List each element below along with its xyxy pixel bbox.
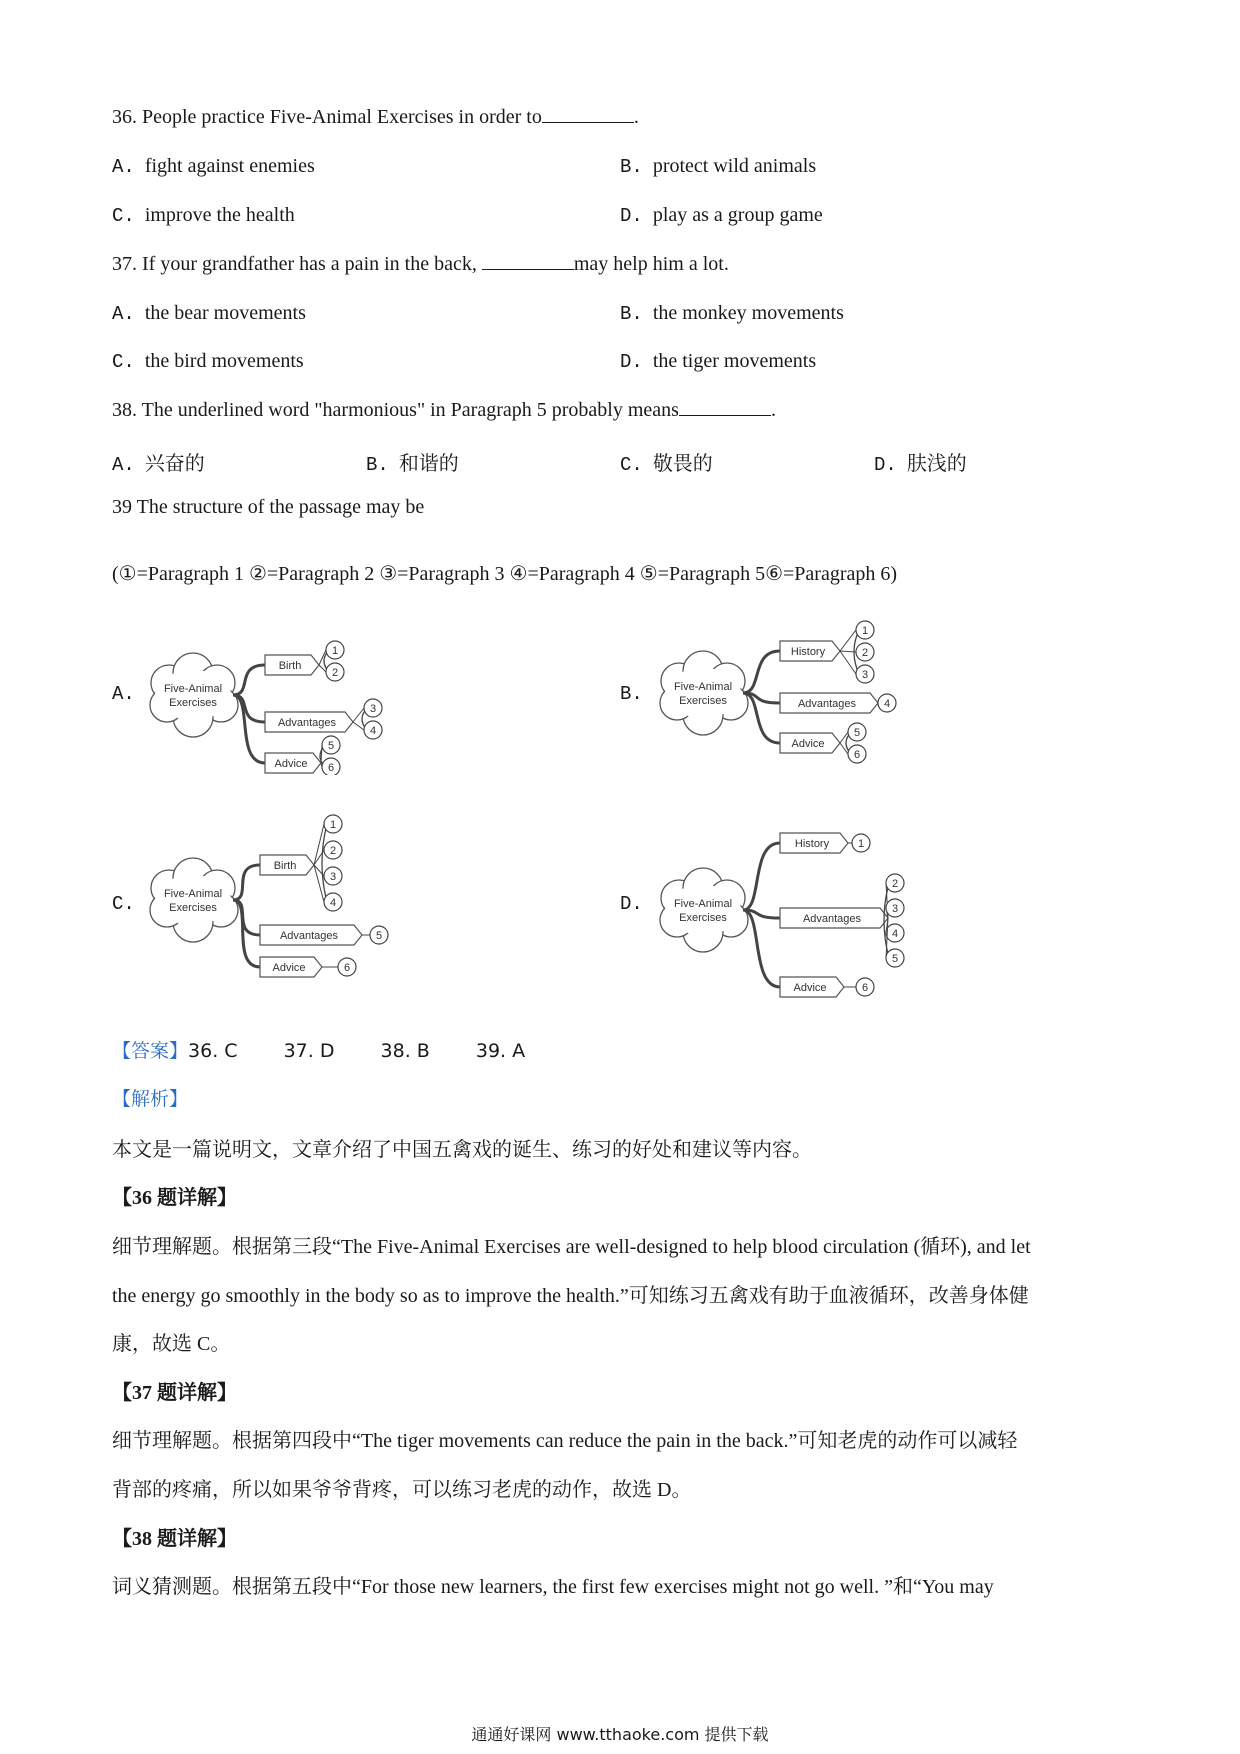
q36-stem bbox=[112, 106, 639, 129]
paragraph-number: 2 bbox=[861, 647, 869, 659]
branch-label: Birth bbox=[278, 660, 302, 672]
q37-option-c[interactable] bbox=[112, 350, 304, 373]
paragraph-number: 4 bbox=[891, 928, 899, 940]
center-label: Five-Animal bbox=[673, 898, 733, 910]
paragraph-number: 6 bbox=[861, 982, 869, 994]
center-cloud bbox=[660, 651, 748, 735]
option-text: improve the health bbox=[144, 204, 295, 226]
q37-option-d[interactable] bbox=[620, 350, 816, 373]
option-label: D. bbox=[620, 351, 643, 373]
q37-option-a[interactable] bbox=[112, 302, 306, 325]
q36-option-d[interactable] bbox=[620, 204, 823, 227]
answer-item: 37. D bbox=[283, 1040, 335, 1062]
answer-item: 39. A bbox=[475, 1040, 526, 1062]
answer-tag: 【答案】 bbox=[112, 1040, 189, 1062]
q36-option-b[interactable] bbox=[620, 155, 816, 178]
q36-option-a[interactable] bbox=[112, 155, 315, 178]
option-text: fight against enemies bbox=[144, 155, 315, 177]
q36-stem-text: 36. People practice Five-Animal Exercises in order to bbox=[112, 106, 542, 128]
center-label: Exercises bbox=[169, 697, 217, 709]
branch-advice bbox=[233, 695, 340, 775]
q38-option-d[interactable] bbox=[874, 447, 967, 476]
detail-37-line: 细节理解题。根据第四段中“The tiger movements can reduce the pain in the back.”可知老虎的动作可以减轻 bbox=[112, 1430, 1018, 1452]
q36-stem-end: . bbox=[633, 106, 639, 128]
detail-37-title: 【37 题详解】 bbox=[112, 1382, 237, 1404]
branch-advantages bbox=[743, 693, 896, 713]
option-label: C. bbox=[620, 454, 643, 476]
q37-stem-a: 37. If your grandfather has a pain in the back, bbox=[112, 253, 477, 275]
q38-stem-text: 38. The underlined word "harmonious" in Paragraph 5 probably means bbox=[112, 399, 679, 421]
q39-option-c-label[interactable]: C. bbox=[112, 893, 135, 915]
detail-37-line: 背部的疼痛，所以如果爷爷背疼，可以练习老虎的动作，故选 D。 bbox=[112, 1479, 692, 1501]
q37-stem bbox=[112, 253, 729, 276]
option-text: the bird movements bbox=[144, 350, 304, 372]
option-label: B. bbox=[366, 454, 389, 476]
option-text: 敬畏的 bbox=[652, 453, 713, 475]
branch-label: Advice bbox=[793, 982, 827, 994]
detail-38-line: 词义猜测题。根据第五段中“For those new learners, the first few exercises might not go well. ”和“You may bbox=[112, 1576, 994, 1598]
q38-blank bbox=[679, 399, 771, 416]
branch-label: Advantages bbox=[279, 930, 339, 942]
branch-advantages bbox=[743, 874, 904, 967]
option-label: B. bbox=[620, 156, 643, 178]
branch-birth bbox=[233, 641, 344, 695]
paragraph-number: 2 bbox=[891, 878, 899, 890]
detail-38-title: 【38 题详解】 bbox=[112, 1528, 237, 1550]
paragraph-number: 5 bbox=[327, 740, 335, 752]
branch-label: Advantages bbox=[797, 698, 857, 710]
branch-label: Advantages bbox=[802, 913, 862, 925]
option-text: the tiger movements bbox=[652, 350, 817, 372]
option-label: D. bbox=[874, 454, 897, 476]
option-text: the bear movements bbox=[144, 302, 306, 324]
q39-option-d-label[interactable]: D. bbox=[620, 893, 643, 915]
option-text: 兴奋的 bbox=[144, 453, 205, 475]
q39-legend: (①=Paragraph 1 ②=Paragraph 2 ③=Paragraph 3 ④=Paragraph 4 ⑤=Paragraph 5⑥=Paragraph 6) bbox=[112, 563, 898, 585]
paragraph-number: 3 bbox=[369, 703, 377, 715]
branch-advantages bbox=[233, 695, 382, 739]
paragraph-number: 3 bbox=[891, 903, 899, 915]
branch-label: Advice bbox=[791, 738, 825, 750]
branch-label: Advantages bbox=[277, 717, 337, 729]
diagram-c[interactable] bbox=[145, 810, 405, 990]
branch-history bbox=[743, 621, 874, 693]
paragraph-number: 3 bbox=[861, 669, 869, 681]
paragraph-number: 6 bbox=[853, 749, 861, 761]
center-label: Five-Animal bbox=[163, 888, 223, 900]
analysis-tag: 【解析】 bbox=[112, 1088, 189, 1110]
branch-label: Birth bbox=[273, 860, 297, 872]
paragraph-number: 4 bbox=[369, 725, 377, 737]
answer-item: 38. B bbox=[380, 1040, 430, 1062]
option-label: C. bbox=[112, 205, 135, 227]
option-label: C. bbox=[112, 351, 135, 373]
paragraph-number: 4 bbox=[329, 897, 337, 909]
paragraph-number: 4 bbox=[883, 698, 891, 710]
branch-label: History bbox=[794, 838, 830, 850]
q38-stem-end: . bbox=[770, 399, 776, 421]
center-label: Exercises bbox=[679, 695, 727, 707]
option-label: B. bbox=[620, 303, 643, 325]
q39-option-a-label[interactable]: A. bbox=[112, 683, 135, 705]
detail-36-title: 【36 题详解】 bbox=[112, 1187, 237, 1209]
footer-watermark: 通通好课网 www.tthaoke.com 提供下载 bbox=[471, 1725, 769, 1744]
diagram-b[interactable] bbox=[655, 615, 925, 775]
q38-option-b[interactable] bbox=[366, 447, 459, 476]
q37-blank bbox=[482, 253, 574, 270]
paragraph-number: 2 bbox=[329, 845, 337, 857]
answer-line bbox=[112, 1036, 525, 1063]
option-text: play as a group game bbox=[652, 204, 823, 226]
option-label: A. bbox=[112, 156, 135, 178]
detail-36-line: 康，故选 C。 bbox=[112, 1333, 231, 1355]
branch-label: History bbox=[790, 646, 826, 658]
paragraph-number: 3 bbox=[329, 871, 337, 883]
q36-blank bbox=[542, 106, 634, 123]
center-label: Exercises bbox=[679, 912, 727, 924]
branch-birth bbox=[233, 815, 342, 911]
branch-history bbox=[743, 833, 870, 910]
q36-option-c[interactable] bbox=[112, 204, 295, 227]
branch-advantages bbox=[233, 900, 388, 945]
paragraph-number: 1 bbox=[857, 838, 865, 850]
paragraph-number: 1 bbox=[861, 625, 869, 637]
option-label: A. bbox=[112, 454, 135, 476]
detail-36-line: 细节理解题。根据第三段“The Five-Animal Exercises are well-designed to help blood circulation (循环), and let bbox=[112, 1236, 1031, 1258]
paragraph-number: 5 bbox=[891, 953, 899, 965]
q38-stem bbox=[112, 399, 776, 422]
q39-option-b-label[interactable]: B. bbox=[620, 683, 643, 705]
paragraph-number: 1 bbox=[331, 645, 339, 657]
option-text: protect wild animals bbox=[652, 155, 817, 177]
paragraph-number: 5 bbox=[375, 930, 383, 942]
branch-label: Advice bbox=[274, 758, 308, 770]
center-cloud bbox=[150, 653, 238, 737]
q37-stem-b: may help him a lot. bbox=[573, 253, 729, 275]
diagram-d[interactable] bbox=[655, 815, 925, 1005]
detail-36-line: the energy go smoothly in the body so as to improve the health.”可知练习五禽戏有助于血液循环，改善身体健 bbox=[112, 1285, 1029, 1307]
paragraph-number: 1 bbox=[329, 819, 337, 831]
branch-label: Advice bbox=[272, 962, 306, 974]
paragraph-number: 6 bbox=[327, 762, 335, 774]
option-text: 肤浅的 bbox=[906, 453, 967, 475]
answer-item: 36. C bbox=[188, 1040, 238, 1062]
center-label: Five-Animal bbox=[673, 681, 733, 693]
option-text: the monkey movements bbox=[652, 302, 844, 324]
center-label: Exercises bbox=[169, 902, 217, 914]
q38-option-c[interactable] bbox=[620, 447, 713, 476]
center-cloud bbox=[660, 868, 748, 952]
option-label: D. bbox=[620, 205, 643, 227]
q39-stem: 39 The structure of the passage may be bbox=[112, 496, 425, 518]
analysis-summary: 本文是一篇说明文，文章介绍了中国五禽戏的诞生、练习的好处和建议等内容。 bbox=[112, 1139, 812, 1161]
diagram-a[interactable] bbox=[145, 615, 405, 775]
center-cloud bbox=[150, 858, 238, 942]
option-text: 和谐的 bbox=[398, 453, 459, 475]
q37-option-b[interactable] bbox=[620, 302, 844, 325]
option-label: A. bbox=[112, 303, 135, 325]
paragraph-number: 5 bbox=[853, 727, 861, 739]
paragraph-number: 2 bbox=[331, 667, 339, 679]
paragraph-number: 6 bbox=[343, 962, 351, 974]
center-label: Five-Animal bbox=[163, 683, 223, 695]
q38-option-a[interactable] bbox=[112, 447, 205, 476]
